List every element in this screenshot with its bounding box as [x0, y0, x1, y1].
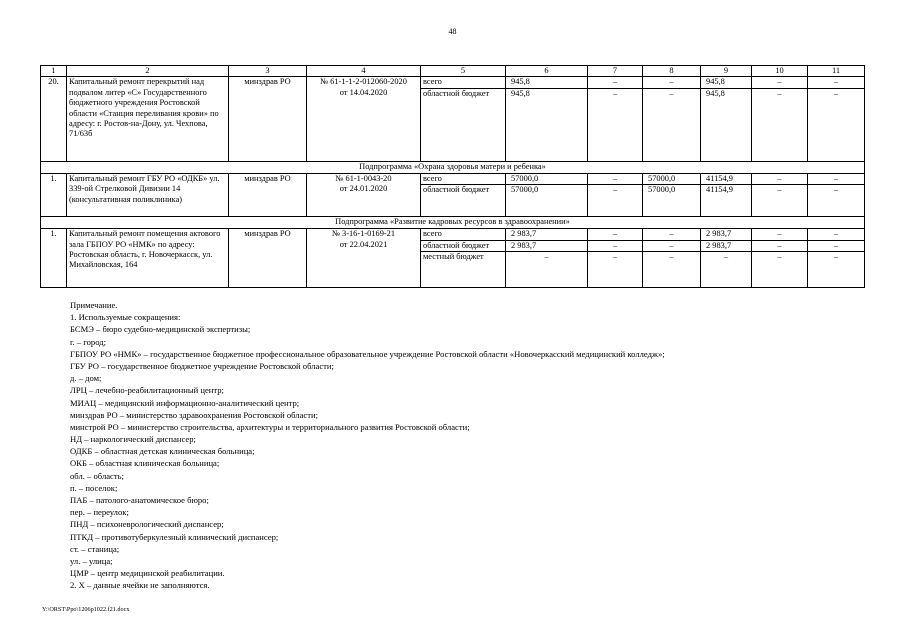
value-cell: – [752, 88, 808, 161]
note-line: ПАБ – патолого-анатомическое бюро; [70, 495, 209, 505]
value-cell: – [643, 240, 701, 251]
value-cell: 945,8 [506, 88, 588, 161]
executor: минздрав РО [229, 173, 307, 216]
note-line: ПТКД – противотуберкулезный клинический диспансер; [70, 531, 279, 542]
value-cell: – [808, 185, 865, 217]
value-cell: 945,8 [506, 77, 588, 88]
value-cell: – [808, 240, 865, 251]
note-line: ГБПОУ РО «НМК» – государственное бюджетное профессиональное образовательное учреждение Ростовской области «Новочеркасский медицинский колледж»; [70, 348, 665, 359]
value-cell: – [808, 252, 865, 288]
value-cell: – [643, 252, 701, 288]
value-cell: 945,8 [701, 88, 752, 161]
object-description: Капитальный ремонт помещения актового зала ГБПОУ РО «НМК» по адресу: Ростовская область, г. Новочеркасск, ул. Михайловская, 164 [67, 229, 229, 288]
expertise-document [307, 173, 421, 216]
note-line: ул. – улица; [70, 555, 113, 566]
column-header: 6 [506, 66, 588, 77]
note-line: Примечание. [70, 300, 118, 310]
note-line: МИАЦ – медицинский информационно-аналитический центр; [70, 397, 300, 408]
file-path-footer: Y:\ORST\Ppo\1206p1022.f21.docx [42, 606, 130, 613]
note-line: 2. Х – данные ячейки не заполняются. [70, 580, 210, 591]
value-cell: 2 983,7 [701, 240, 752, 251]
value-cell: – [588, 240, 643, 251]
document-number: № 3-16-1-0169-21 [331, 229, 396, 239]
document-date: от 24.01.2020 [339, 184, 388, 194]
subprogram-title: Подпрограмма «Охрана здоровья матери и ребенка» [41, 161, 865, 173]
note-line: пер. – переулок; [70, 507, 129, 518]
value-cell: 41154,9 [701, 185, 752, 217]
funding-source: местный бюджет [421, 252, 506, 288]
column-header: 8 [643, 66, 701, 77]
value-cell: – [643, 77, 701, 88]
value-cell: – [588, 173, 643, 184]
document-number: № 61-1-0043-20 [335, 173, 392, 183]
note-line: г. – город; [70, 336, 107, 347]
note-line: НД – наркологический диспансер; [70, 434, 196, 445]
value-cell: – [588, 229, 643, 240]
executor: минздрав РО [229, 229, 307, 288]
section-row [41, 161, 865, 173]
funding-source: областной бюджет [421, 240, 506, 251]
value-cell: – [588, 252, 643, 288]
expertise-document [307, 229, 421, 288]
page-number: 48 [448, 27, 457, 36]
section-row [41, 217, 865, 229]
value-cell: – [588, 185, 643, 217]
value-cell: 2 983,7 [506, 229, 588, 240]
note-line: обл. – область; [70, 470, 124, 481]
table-row [41, 229, 865, 240]
subprogram-title: Подпрограмма «Развитие кадровых ресурсов в здравоохранении» [41, 217, 865, 229]
value-cell: 57000,0 [643, 185, 701, 217]
column-header: 11 [808, 66, 865, 77]
note-line: БСМЭ – бюро судебно-медицинской экспертизы; [70, 324, 251, 335]
note-line: ЦМР – центр медицинской реабилитации. [70, 568, 225, 579]
note-line: минстрой РО – министерство строительства, архитектуры и территориального развития Ростовской области; [70, 421, 470, 432]
note-line: ЛРЦ – лечебно-реабилитационный центр; [70, 385, 224, 396]
note-line: п. – поселок; [70, 482, 118, 493]
value-cell: – [701, 252, 752, 288]
value-cell: – [752, 252, 808, 288]
note-line: ПНД – психоневрологический диспансер; [70, 519, 224, 530]
note-line: ОДКБ – областная детская клиническая больница; [70, 446, 255, 457]
value-cell: – [752, 185, 808, 217]
value-cell: 41154,9 [701, 173, 752, 184]
note-line: ГБУ РО – государственное бюджетное учреждение Ростовской области; [70, 360, 334, 371]
row-number: 1. [41, 229, 67, 288]
value-cell: 57000,0 [643, 173, 701, 184]
value-cell: – [506, 252, 588, 288]
value-cell: – [752, 77, 808, 88]
expertise-document [307, 77, 421, 161]
object-description: Капитальный ремонт ГБУ РО «ОДКБ» ул. 339-ой Стрелковой Дивизии 14 (консультативная поликлиника) [67, 173, 229, 216]
note-line: ОКБ – областная клиническая больница; [70, 458, 220, 469]
value-cell: – [588, 77, 643, 88]
value-cell: – [643, 229, 701, 240]
document-number: № 61-1-1-2-012060-2020 [320, 77, 407, 87]
value-cell: – [808, 173, 865, 184]
funding-source: областной бюджет [421, 185, 506, 217]
notes-section [70, 299, 665, 592]
note-line: минздрав РО – министерство здравоохранения Ростовской области; [70, 409, 318, 420]
column-header: 5 [421, 66, 506, 77]
value-cell: 57000,0 [506, 173, 588, 184]
value-cell: – [752, 240, 808, 251]
value-cell: – [808, 88, 865, 161]
value-cell: – [588, 88, 643, 161]
note-line: ст. – станица; [70, 543, 120, 554]
funding-source: всего [421, 173, 506, 184]
program-table [40, 65, 865, 288]
table-row [41, 77, 865, 88]
document-date: от 22.04.2021 [339, 239, 388, 249]
row-number: 1. [41, 173, 67, 216]
value-cell: 2 983,7 [701, 229, 752, 240]
value-cell: 57000,0 [506, 185, 588, 217]
funding-source: областной бюджет [421, 88, 506, 161]
funding-source: всего [421, 229, 506, 240]
column-header: 7 [588, 66, 643, 77]
note-line: д. – дом; [70, 373, 102, 384]
column-header: 4 [307, 66, 421, 77]
value-cell: – [808, 77, 865, 88]
value-cell: 945,8 [701, 77, 752, 88]
column-header: 10 [752, 66, 808, 77]
value-cell: – [808, 229, 865, 240]
row-number: 20. [41, 77, 67, 161]
value-cell: – [752, 229, 808, 240]
funding-source: всего [421, 77, 506, 88]
object-description: Капитальный ремонт перекрытий над подвалом литер «С» Государственного бюджетного учреждения Ростовской области «Станция переливания крови» по адресу: г. Ростов-на-Дону, ул. Чехпова, 71/63б [67, 77, 229, 161]
column-header: 2 [67, 66, 229, 77]
note-line: 1. Используемые сокращения: [70, 312, 181, 323]
executor: минздрав РО [229, 77, 307, 161]
column-header: 3 [229, 66, 307, 77]
value-cell: – [643, 88, 701, 161]
table-row [41, 173, 865, 184]
column-header: 9 [701, 66, 752, 77]
value-cell: 2 983,7 [506, 240, 588, 251]
header-row [41, 66, 865, 77]
document-date: от 14.04.2020 [339, 87, 388, 97]
value-cell: – [752, 173, 808, 184]
column-header: 1 [41, 66, 67, 77]
